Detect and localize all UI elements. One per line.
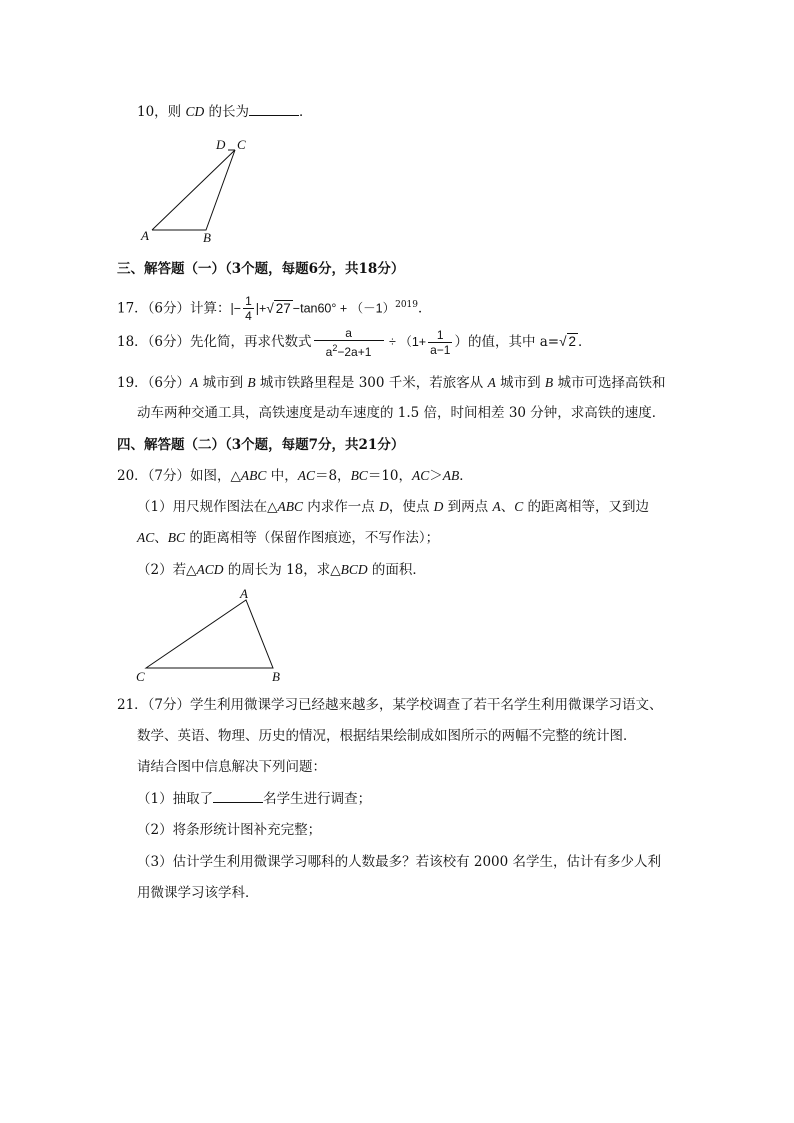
exponent-2019: 2019 [395, 300, 418, 310]
q18-end: ． [578, 334, 592, 350]
q19-line2: 动车两种交通工具，高铁速度是动车速度的 1.5 倍，时间相差 30 分钟，求高铁的速度． [137, 405, 666, 421]
q18 [117, 325, 592, 360]
q16-end: ． [299, 104, 313, 120]
tan60: −tan60° [292, 301, 337, 316]
sqrt-27: √ 27 [266, 300, 291, 316]
q21-sub3-line2: 用微课学习该学科． [137, 885, 259, 901]
fraction-one-quarter: $\frac{1}{4}$ [245, 294, 252, 323]
label-B: B [272, 669, 280, 684]
q20-sub2: （2）若△ACD 的周长为 18，求△BCD 的面积． [137, 562, 426, 578]
q18-mid: ）的值，其中 a= [454, 334, 560, 350]
fraction-one-over-a-minus-1: $\frac{1}{a-1}$ [430, 327, 451, 357]
abs-close: | [255, 301, 260, 316]
divide-open: ÷ （1+ [385, 335, 427, 349]
answer-blank [213, 790, 263, 803]
q16-prefix: 10，则 [137, 104, 186, 120]
q21-line3: 请结合图中信息解决下列问题： [137, 759, 326, 775]
label-A: A [240, 586, 248, 601]
label-C: C [136, 669, 145, 684]
abs-open: | [230, 301, 234, 316]
plus-sign: + [259, 301, 267, 316]
q21-sub1: （1）抽取了 名学生进行调查； [137, 791, 372, 807]
figure-triangle-abc [130, 584, 290, 684]
sqrt-2: √ 2 [559, 334, 577, 349]
q21-line2: 数学、英语、物理、历史的情况，根据结果绘制成如图所示的两幅不完整的统计图． [137, 728, 637, 744]
fraction-a-over-quadratic: $\frac{a}{a^2-2a+1}$ [314, 326, 384, 360]
q17 [117, 290, 432, 324]
label-A: A [141, 228, 149, 243]
neg-one-power: + （－1） [336, 301, 396, 316]
q16-var: CD [185, 104, 205, 119]
q20-sub1-line2: AC、BC 的距离相等（保留作图痕迹，不写作法）； [137, 530, 440, 546]
q21-sub3-line1: （3）估计学生利用微课学习哪科的人数最多？若该校有 2000 名学生，估计有多少人利 [137, 854, 662, 870]
q21-sub2: （2）将条形统计图补充完整； [137, 822, 322, 838]
q20-line1: 20．（7分）如图，△ABC 中，AC＝8，BC＝10，AC＞AB． [117, 468, 473, 484]
q18-num: 18．（6分）先化简，再求代数式 [117, 334, 312, 350]
section3-title: 三、解答题（一）（3个题，每题6分，共18分） [117, 261, 405, 277]
q16-tail [137, 103, 313, 121]
q21-line1: 21．（7分）学生利用微课学习已经越来越多，某学校调查了若干名学生利用微课学习语文、 [117, 697, 663, 713]
label-D: D [216, 137, 226, 152]
q17-end: ． [418, 300, 432, 317]
answer-blank [249, 103, 299, 116]
label-C: C [237, 137, 246, 152]
q20-sub1-line1: （1）用尺规作图法在△ABC 内求作一点 D，使点 D 到两点 A、C 的距离相等，又到边 [137, 499, 650, 515]
minus-sign: − [233, 301, 242, 316]
q19-line1: 19．（6分）A 城市到 B 城市铁路里程是 300 千米，若旅客从 A 城市到 B 城市可选择高铁和 [117, 375, 666, 391]
q17-num: 17．（6分）计算： [117, 300, 231, 317]
label-B: B [203, 230, 211, 245]
q16-suffix: 的长为 [204, 104, 250, 120]
figure-trapezoid [130, 132, 270, 247]
section4-title: 四、解答题（二）（3个题，每题7分，共21分） [117, 437, 405, 453]
